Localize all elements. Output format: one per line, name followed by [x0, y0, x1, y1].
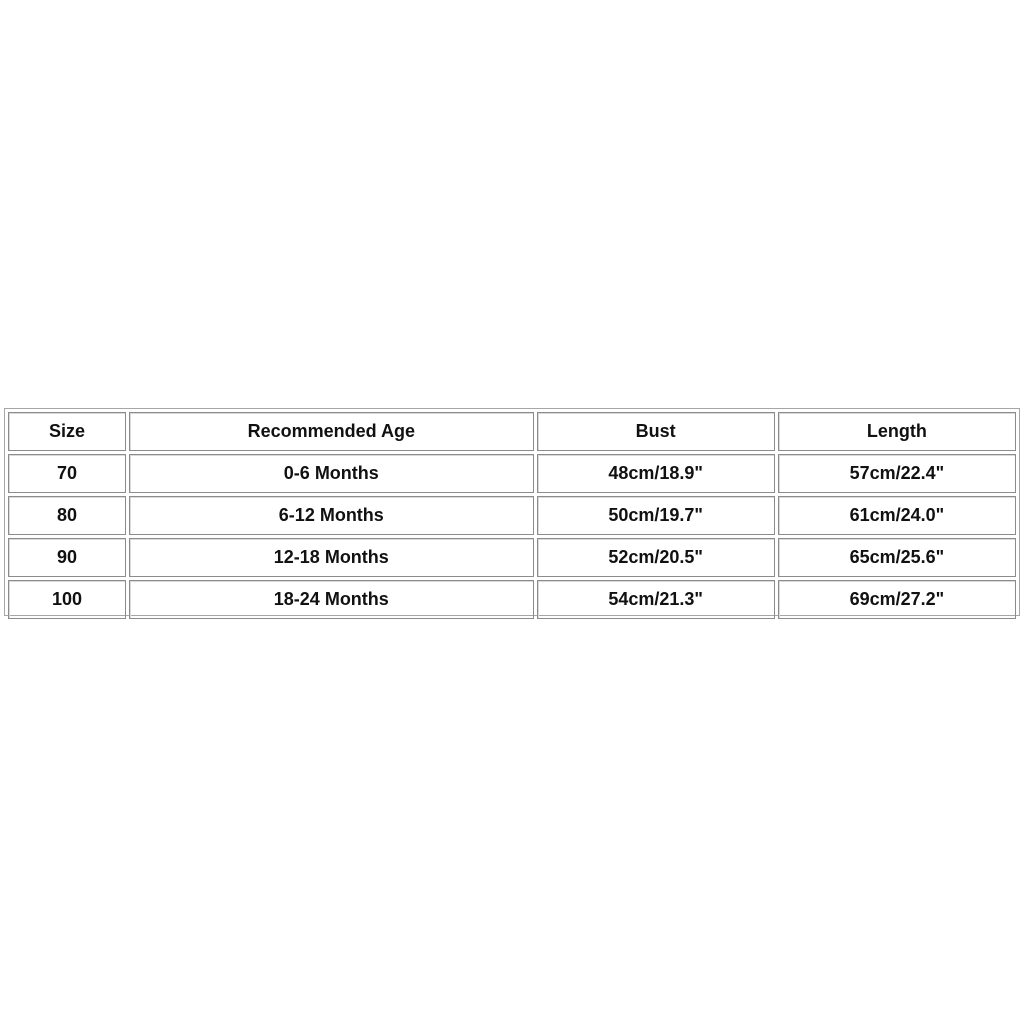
- cell-length: 61cm/24.0": [778, 496, 1016, 535]
- table-row: [8, 496, 1016, 535]
- table-header-row: [8, 412, 1016, 451]
- cell-recommended-age: 6-12 Months: [129, 496, 533, 535]
- cell-recommended-age: 0-6 Months: [129, 454, 533, 493]
- header-bust: Bust: [537, 412, 775, 451]
- header-length: Length: [778, 412, 1016, 451]
- cell-length: 69cm/27.2": [778, 580, 1016, 619]
- cell-length: 57cm/22.4": [778, 454, 1016, 493]
- cell-length: 65cm/25.6": [778, 538, 1016, 577]
- cell-bust: 48cm/18.9": [537, 454, 775, 493]
- table-row: [8, 580, 1016, 619]
- table-row: [8, 454, 1016, 493]
- cell-size: 90: [8, 538, 126, 577]
- table-row: [8, 538, 1016, 577]
- cell-bust: 50cm/19.7": [537, 496, 775, 535]
- cell-recommended-age: 18-24 Months: [129, 580, 533, 619]
- cell-size: 100: [8, 580, 126, 619]
- cell-size: 80: [8, 496, 126, 535]
- cell-bust: 54cm/21.3": [537, 580, 775, 619]
- header-recommended-age: Recommended Age: [129, 412, 533, 451]
- size-table: [5, 409, 1019, 622]
- cell-bust: 52cm/20.5": [537, 538, 775, 577]
- cell-recommended-age: 12-18 Months: [129, 538, 533, 577]
- header-size: Size: [8, 412, 126, 451]
- size-chart-table: [4, 408, 1020, 616]
- cell-size: 70: [8, 454, 126, 493]
